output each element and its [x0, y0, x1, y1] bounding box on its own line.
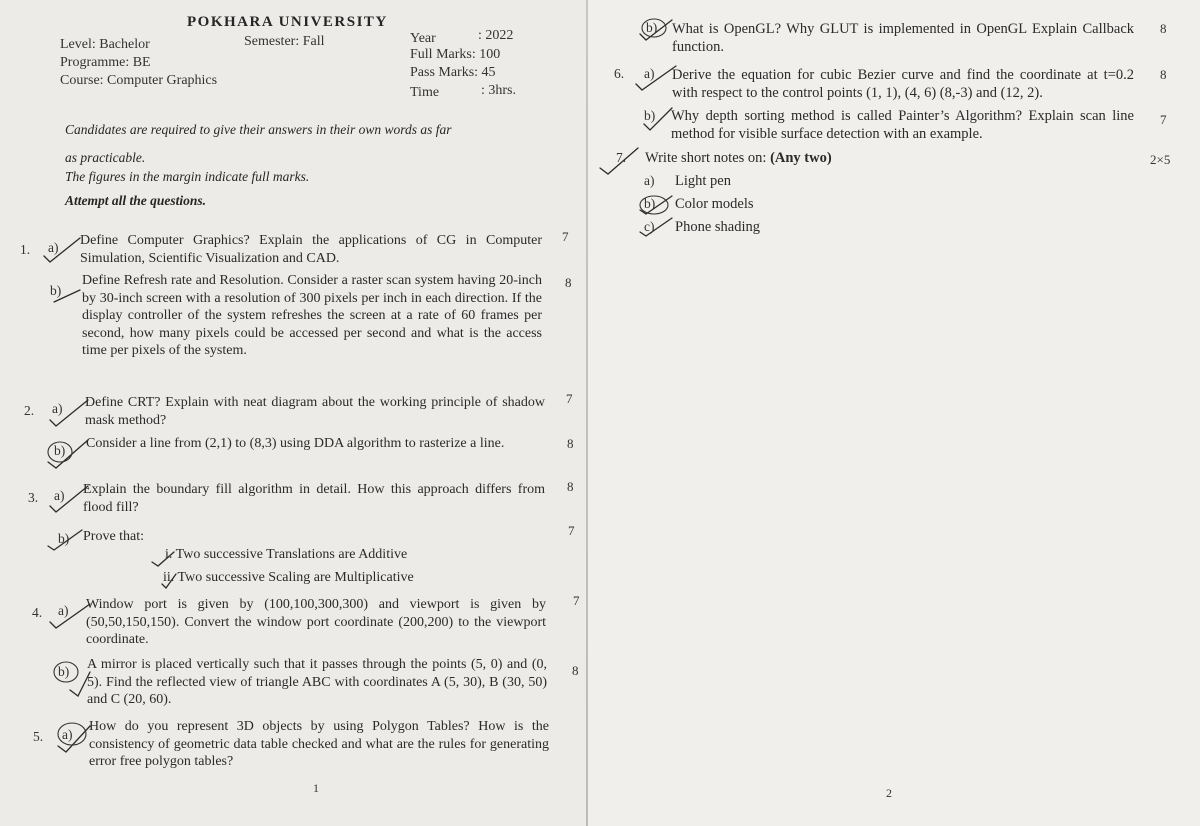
q7-tick-mark [600, 148, 638, 174]
q4b-text: A mirror is placed vertically such that it passes through the points (5, 0) and (0, 5). Find the reflected view of triangle ABC with coordinates A (5, 30), B (30, 50) and C (20, 60). [87, 657, 547, 707]
q4a-text: Window port is given by (100,100,300,300) and viewport is given by (50,50,150,150). Convert the window port coordinate (200,200) to the viewport coordinate. [86, 597, 546, 647]
q3b-part-ii: ii. Two successive Scaling are Multiplicative [163, 570, 414, 585]
q5-number: 5. [33, 729, 44, 744]
q2b-text: Consider a line from (2,1) to (8,3) using DDA algorithm to rasterize a line. [86, 436, 505, 451]
q7a-text: Light pen [675, 173, 731, 189]
q7-any-two: (Any two) [770, 150, 832, 166]
university-title: POKHARA UNIVERSITY [187, 14, 388, 30]
instruction-line-2: as practicable. [65, 150, 146, 165]
q1-number: 1. [20, 242, 31, 257]
q5a-text: How do you represent 3D objects by using Polygon Tables? How is the consistency of geometric data table checked and what are the rules for generating error free polygon tables? [89, 719, 549, 769]
q7-intro-text: Write short notes on: [645, 150, 767, 166]
q3bi-tick-mark [152, 552, 174, 566]
year-value: : 2022 [478, 28, 514, 43]
q2a-tick-mark [50, 400, 88, 426]
full-marks-text: Full Marks: 100 [410, 47, 501, 62]
q2-number: 2. [24, 403, 35, 418]
course-text: Course: Computer Graphics [60, 73, 218, 88]
q4b-circle-mark [54, 662, 78, 682]
q2b-circle-mark [48, 442, 72, 462]
q7c-tick-mark [640, 218, 672, 236]
q3-number: 3. [28, 490, 39, 505]
q6b-text: Why depth sorting method is called Painter’s Algorithm? Explain scan line method for visible surface detection with an example. [671, 108, 1134, 142]
q1b-label: b) [50, 283, 62, 298]
q2a-marks: 7 [566, 391, 573, 406]
q7b-text: Color models [675, 196, 754, 212]
q7-marks: 2×5 [1150, 152, 1171, 167]
programme-text: Programme: BE [60, 55, 151, 70]
q7c-label: c) [644, 219, 655, 234]
q1a-marks: 7 [562, 229, 569, 244]
q1b-marks: 8 [565, 275, 572, 290]
q4a-tick-mark [50, 604, 90, 628]
time-label: Time [410, 85, 440, 100]
pass-marks-text: Pass Marks: 45 [410, 65, 496, 80]
q6b-tick-mark [644, 108, 672, 130]
q4b-marks: 8 [572, 663, 579, 678]
instruction-line-1: Candidates are required to give their answers in their own words as far [65, 122, 452, 137]
q5b-text: What is OpenGL? Why GLUT is implemented in OpenGL Explain Callback function. [672, 21, 1134, 55]
year-label: Year [410, 31, 436, 46]
q1b-text: Define Refresh rate and Resolution. Consider a raster scan system having 20-inch by 30-inch screen with a resolution of 300 pixels per inch in each direction. If the display controller of the system refreshes the screen at a rate of 60 frames per second, how many pixels could be accessed per second and what is the access time per pixels of the system. [82, 273, 542, 358]
q7c-text: Phone shading [675, 219, 760, 235]
q1b-tick-mark [54, 290, 80, 302]
q7b-circle-mark [640, 196, 668, 214]
q4b-label: b) [58, 664, 70, 679]
q6a-tick-mark [636, 66, 676, 90]
level-text: Level: Bachelor [60, 37, 150, 52]
q6a-marks: 8 [1160, 67, 1167, 82]
q7a-label: a) [644, 173, 655, 188]
q4a-marks: 7 [573, 593, 580, 608]
q6a-label: a) [644, 66, 655, 81]
page-number-1: 1 [313, 781, 319, 795]
q7-number: 7. [616, 150, 627, 165]
q3b-text: Prove that: [83, 529, 145, 544]
q5b-marks: 8 [1160, 21, 1167, 36]
q4-number: 4. [32, 605, 43, 620]
q3b-part-i: i. Two successive Translations are Additive [165, 547, 408, 562]
instruction-line-3: The figures in the margin indicate full marks. [65, 169, 310, 184]
q6b-label: b) [644, 108, 656, 123]
q1a-text: Define Computer Graphics? Explain the applications of CG in Computer Simulation, Scientific Visualization and CAD. [80, 233, 542, 266]
instruction-line-4: Attempt all the questions. [65, 193, 207, 208]
q3a-text: Explain the boundary fill algorithm in detail. How this approach differs from flood fill? [83, 482, 545, 515]
q7b-label: b) [644, 196, 656, 211]
q3bii-tick-mark [162, 574, 176, 588]
q1a-tick-mark [44, 238, 80, 262]
q5b-label: b) [646, 20, 658, 35]
q3a-marks: 8 [567, 479, 574, 494]
q1a-label: a) [48, 240, 59, 255]
time-value: : 3hrs. [481, 83, 516, 98]
q3a-tick-mark [50, 486, 88, 512]
q3b-marks: 7 [568, 523, 575, 538]
q3b-label: b) [58, 531, 70, 546]
page-number-2: 2 [886, 786, 892, 800]
q5a-label: a) [62, 727, 73, 742]
q2a-label: a) [52, 401, 63, 416]
q2b-marks: 8 [567, 436, 574, 451]
q4b-tick-mark [70, 672, 90, 696]
q3a-label: a) [54, 488, 65, 503]
q3b-tick-mark [48, 530, 82, 550]
q6a-text: Derive the equation for cubic Bezier curve and find the coordinate at t=0.2 with respect to the control points (1, 1), (4, 6) (8,-3) and (12, 2). [672, 67, 1134, 101]
q4a-label: a) [58, 603, 69, 618]
q6-number: 6. [614, 66, 625, 81]
q2b-label: b) [54, 443, 66, 458]
q2a-text: Define CRT? Explain with neat diagram about the working principle of shadow mask method? [85, 395, 545, 428]
semester-text: Semester: Fall [244, 34, 325, 49]
q6b-marks: 7 [1160, 112, 1167, 127]
